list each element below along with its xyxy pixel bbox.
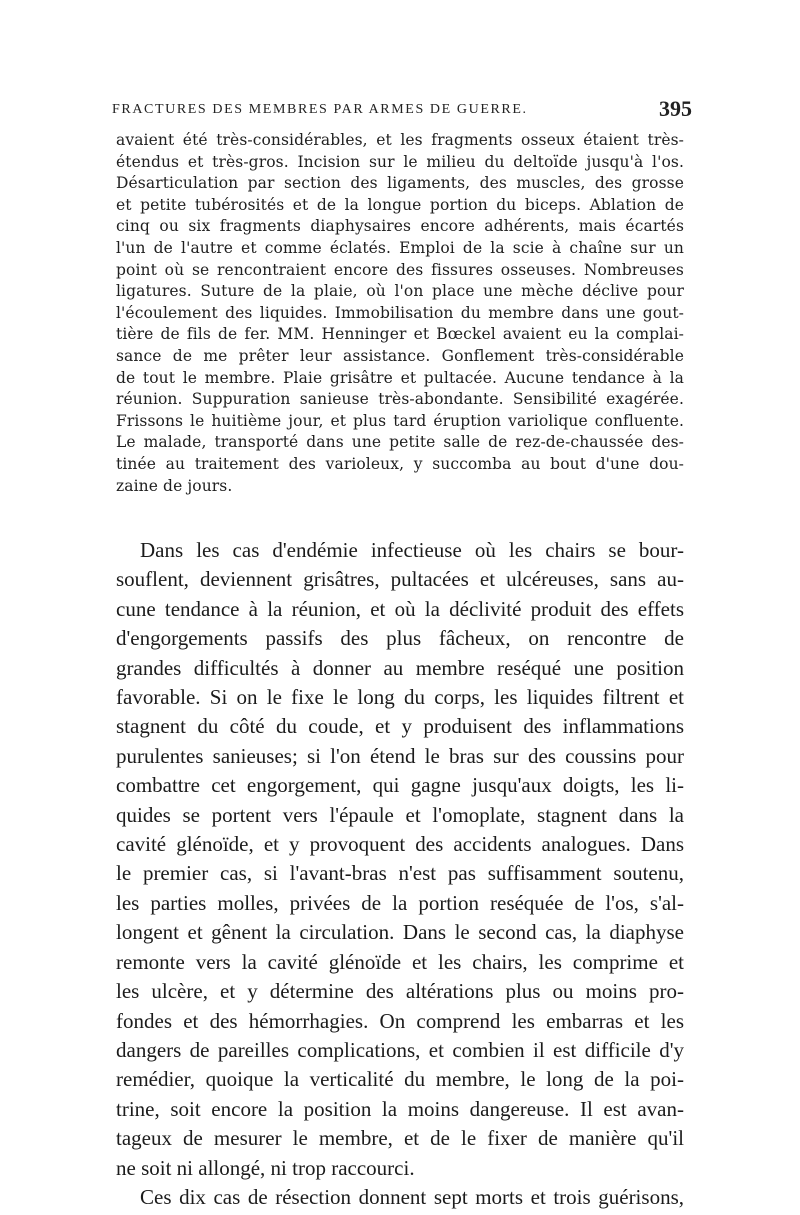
case-report-paragraph — [116, 130, 684, 497]
text-line: d'engorgements passifs des plus fâcheux, on rencontre de — [116, 626, 684, 651]
text-line: de tout le membre. Plaie grisâtre et pultacée. Aucune tendance à la — [116, 368, 684, 387]
text-line: Le malade, transporté dans une petite salle de rez-de-chaussée des- — [116, 433, 684, 452]
text-line: le premier cas, si l'avant-bras n'est pas suffisamment soutenu, — [116, 861, 684, 886]
text-line: remonte vers la cavité glénoïde et les chairs, les comprime et — [116, 949, 684, 974]
text-line: ne soit ni allongé, ni trop raccourci. — [116, 1155, 415, 1180]
text-line: l'un de l'autre et comme éclatés. Emploi de la scie à chaîne sur un — [116, 238, 684, 257]
text-line: sance de me prêter leur assistance. Gonflement très-considérable — [116, 346, 684, 365]
text-line: combattre cet engorgement, qui gagne jusqu'aux doigts, les li- — [116, 773, 684, 798]
text-line: réunion. Suppuration sanieuse très-abondante. Sensibilité exagérée. — [116, 390, 684, 409]
text-line: zaine de jours. — [116, 476, 233, 495]
text-line: remédier, quoique la verticalité du membre, le long de la poi- — [116, 1067, 684, 1092]
text-line: Frissons le huitième jour, et plus tard éruption variolique confluente. — [116, 411, 684, 430]
text-line: tinée au traitement des varioleux, y succomba au bout d'une dou- — [116, 454, 684, 473]
text-line: point où se rencontraient encore des fissures osseuses. Nombreuses — [116, 260, 684, 279]
text-line: souflent, deviennent grisâtres, pultacées et ulcéreuses, sans au- — [116, 567, 684, 592]
text-line: les parties molles, privées de la portion reséquée de l'os, s'al- — [116, 890, 684, 915]
text-line: avaient été très-considérables, et les fragments osseux étaient très- — [116, 131, 684, 149]
text-line: l'écoulement des liquides. Immobilisation du membre dans une gout- — [116, 303, 684, 322]
text-line: cinq ou six fragments diaphysaires encore adhérents, mais écartés — [116, 217, 684, 236]
text-line: ligatures. Suture de la plaie, où l'on place une mèche déclive pour — [116, 282, 684, 301]
text-line: purulentes sanieuses; si l'on étend le bras sur des coussins pour — [116, 743, 684, 768]
text-line: tière de fils de fer. MM. Henninger et Bœckel avaient eu la complai- — [116, 325, 684, 344]
main-paragraph — [116, 536, 684, 1212]
text-line: et petite tubérosités et de la longue portion du biceps. Ablation de — [116, 195, 684, 214]
text-line: fondes et des hémorrhagies. On comprend les embarras et les — [116, 1008, 684, 1033]
page-header — [112, 94, 692, 124]
running-title: FRACTURES DES MEMBRES PAR ARMES DE GUERRE. — [112, 102, 528, 117]
text-line: dangers de pareilles complications, et combien il est difficile d'y — [116, 1037, 684, 1062]
page-number: 395 — [659, 96, 692, 121]
text-line: tageux de mesurer le membre, et de le fixer de manière qu'il — [116, 1126, 684, 1151]
text-line: favorable. Si on le fixe le long du corps, les liquides filtrent et — [116, 685, 684, 710]
text-line: cune tendance à la réunion, et où la déclivité produit des effets — [116, 596, 684, 621]
text-line: étendus et très-gros. Incision sur le milieu du deltoïde jusqu'à l'os. — [116, 152, 684, 171]
text-line: Dans les cas d'endémie infectieuse où les chairs se bour- — [140, 538, 684, 562]
text-line: longent et gênent la circulation. Dans le second cas, la diaphyse — [116, 920, 684, 945]
text-line: les ulcère, et y détermine des altérations plus ou moins pro- — [116, 979, 684, 1004]
text-line: grandes difficultés à donner au membre reséqué une position — [116, 655, 684, 680]
text-line: cavité glénoïde, et y provoquent des accidents analogues. Dans — [116, 832, 684, 857]
text-line: Ces dix cas de résection donnent sept morts et trois guérisons, — [140, 1184, 684, 1209]
text-line: trine, soit encore la position la moins dangereuse. Il est avan- — [116, 1096, 684, 1121]
text-line: quides se portent vers l'épaule et l'omoplate, stagnent dans la — [116, 802, 684, 827]
text-line: Désarticulation par section des ligaments, des muscles, des grosse — [116, 174, 684, 193]
text-line: stagnent du côté du coude, et y produisent des inflammations — [116, 714, 684, 739]
